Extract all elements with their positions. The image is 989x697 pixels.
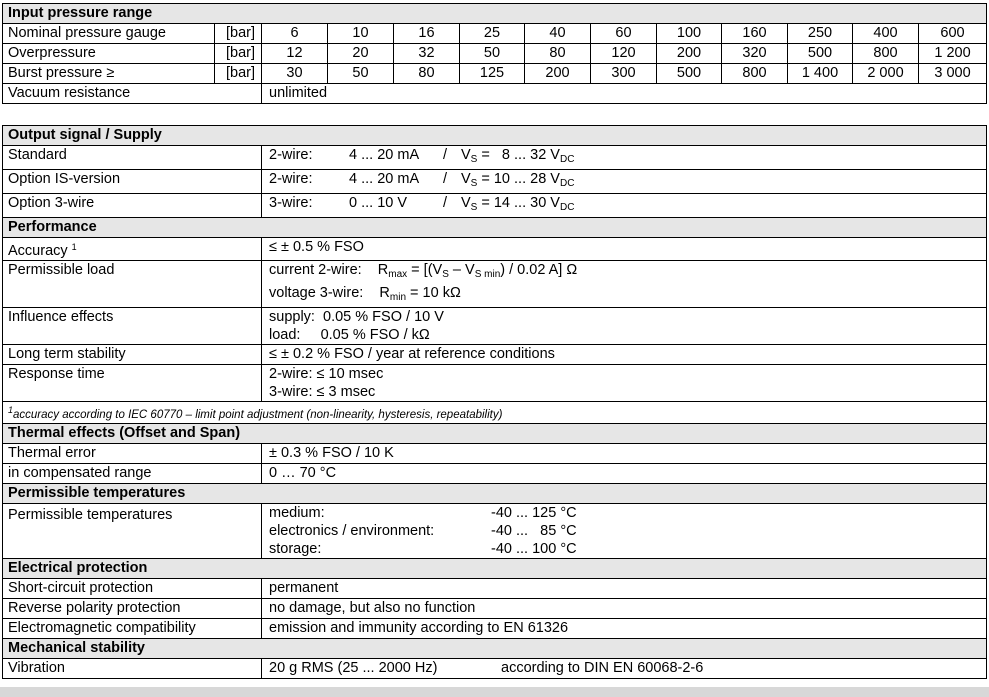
temp-name: medium: — [269, 505, 325, 521]
value-cell: 400 — [853, 24, 919, 44]
unit-label: [bar] — [215, 64, 262, 84]
footnote-text: accuracy according to IEC 60770 – limit point adjustment (non-linearity, hysteresis, repeatability) — [13, 409, 503, 421]
supply-range: = 8 ... 32 V — [481, 147, 560, 163]
temp-line — [269, 522, 981, 540]
row-value: ≤ ± 0.2 % FSO / year at reference conditions — [262, 345, 987, 365]
section-header — [3, 126, 987, 146]
row-value: 0 … 70 °C — [262, 464, 987, 484]
row-value — [262, 170, 987, 194]
value-cell: 40 — [525, 24, 591, 44]
section-title-mechanical: Mechanical stability — [3, 639, 987, 659]
row-value: ± 0.3 % FSO / 10 K — [262, 444, 987, 464]
supply-symbol: V — [461, 147, 471, 163]
value-cell: 160 — [722, 24, 788, 44]
value-cell: 1 200 — [919, 44, 987, 64]
supply-range: = 10 ... 28 V — [481, 171, 560, 187]
table-row — [3, 84, 987, 104]
table-row — [3, 261, 987, 308]
table-row — [3, 345, 987, 365]
value-cell: 60 — [591, 24, 657, 44]
temp-value: -40 ... 100 °C — [491, 541, 577, 557]
signal-range: 4 ... 20 mA — [349, 171, 420, 187]
subscript: DC — [559, 178, 575, 189]
row-label: Vibration — [3, 659, 262, 679]
value-cell: 30 — [262, 64, 328, 84]
value-cell: 12 — [262, 44, 328, 64]
subscript: DC — [559, 154, 575, 165]
temp-name: storage: — [269, 541, 322, 557]
value-cell: 125 — [460, 64, 525, 84]
table-row — [3, 170, 987, 194]
value-cell: 250 — [788, 24, 853, 44]
value-cell: 6 — [262, 24, 328, 44]
value-cell: 200 — [525, 64, 591, 84]
accuracy-label: Accuracy — [8, 243, 68, 259]
value-cell: 300 — [591, 64, 657, 84]
value-cell: 80 — [394, 64, 460, 84]
table-row — [3, 619, 987, 639]
temp-value: -40 ... 125 °C — [491, 505, 577, 521]
section-header — [3, 4, 987, 24]
value-cell: 3 000 — [919, 64, 987, 84]
input-pressure-table — [2, 3, 987, 104]
subscript: S — [470, 154, 478, 165]
footnote-mark: 1 — [8, 405, 14, 415]
separator: / — [443, 147, 448, 163]
row-value: permanent — [262, 579, 987, 599]
row-label: Burst pressure ≥ — [3, 64, 215, 84]
row-label: Standard — [3, 146, 262, 170]
row-value: no damage, but also no function — [262, 599, 987, 619]
signal-range: 0 ... 10 V — [349, 195, 408, 211]
row-label: Nominal pressure gauge — [3, 24, 215, 44]
subscript: S — [470, 178, 478, 189]
subscript: S — [442, 269, 449, 280]
row-value — [262, 308, 987, 345]
value-cell: 25 — [460, 24, 525, 44]
row-value: unlimited — [262, 84, 987, 104]
row-value — [262, 146, 987, 170]
supply-symbol: V — [461, 171, 471, 187]
temp-line — [269, 540, 981, 558]
text: ) / 0.02 A] Ω — [500, 262, 578, 278]
subscript: S — [470, 202, 478, 213]
value-cell: 50 — [328, 64, 394, 84]
value-cell: 500 — [788, 44, 853, 64]
value-cell: 600 — [919, 24, 987, 44]
row-value — [262, 659, 987, 679]
text: – V — [448, 262, 475, 278]
table-row — [3, 308, 987, 345]
table-row — [3, 146, 987, 170]
table-row — [3, 659, 987, 679]
row-label: Option 3-wire — [3, 194, 262, 218]
row-label: Long term stability — [3, 345, 262, 365]
wire-type: 2-wire: — [269, 147, 313, 163]
value-cell: 500 — [657, 64, 722, 84]
text: = 10 kΩ — [406, 285, 461, 301]
row-label: Thermal error — [3, 444, 262, 464]
row-value: ≤ ± 0.5 % FSO — [262, 238, 987, 261]
section-header — [3, 484, 987, 504]
specification-table — [2, 125, 987, 679]
table-row — [3, 504, 987, 559]
section-title-output-signal: Output signal / Supply — [3, 126, 987, 146]
value-cell: 16 — [394, 24, 460, 44]
table-row — [3, 579, 987, 599]
supply-symbol: V — [461, 195, 471, 211]
row-value — [262, 261, 987, 308]
value-cell: 32 — [394, 44, 460, 64]
table-row — [3, 238, 987, 261]
temp-value: -40 ... 85 °C — [491, 523, 577, 539]
footnote-mark: 1 — [71, 242, 77, 252]
section-title-input-pressure: Input pressure range — [3, 4, 987, 24]
temp-line — [269, 504, 981, 522]
response-3wire: 3-wire: ≤ 3 msec — [269, 384, 376, 400]
section-title-electrical: Electrical protection — [3, 559, 987, 579]
load-line-voltage — [269, 284, 981, 307]
table-row — [3, 64, 987, 84]
subscript: min — [389, 292, 407, 303]
row-label: Influence effects — [3, 308, 262, 345]
section-title-performance: Performance — [3, 218, 987, 238]
text: = [(V — [407, 262, 443, 278]
separator: / — [443, 171, 448, 187]
value-cell: 120 — [591, 44, 657, 64]
value-cell: 1 400 — [788, 64, 853, 84]
unit-label: [bar] — [215, 24, 262, 44]
text: current 2-wire: R — [269, 262, 389, 278]
value-cell: 50 — [460, 44, 525, 64]
unit-label: [bar] — [215, 44, 262, 64]
row-label: Permissible temperatures — [3, 504, 262, 559]
value-cell: 100 — [657, 24, 722, 44]
temp-name: electronics / environment: — [269, 523, 435, 539]
table-row — [3, 444, 987, 464]
row-label: Permissible load — [3, 261, 262, 308]
row-label: Electromagnetic compatibility — [3, 619, 262, 639]
subscript: S min — [474, 269, 501, 280]
row-value: emission and immunity according to EN 61326 — [262, 619, 987, 639]
row-label: Overpressure — [3, 44, 215, 64]
vibration-value: 20 g RMS (25 ... 2000 Hz) — [269, 660, 438, 676]
row-label: in compensated range — [3, 464, 262, 484]
row-label: Vacuum resistance — [3, 84, 262, 104]
section-header — [3, 424, 987, 444]
footnote — [3, 402, 987, 424]
value-cell: 800 — [853, 44, 919, 64]
text: voltage 3-wire: R — [269, 285, 390, 301]
subscript: DC — [559, 202, 575, 213]
section-title-thermal: Thermal effects (Offset and Span) — [3, 424, 987, 444]
page-bottom-edge — [0, 687, 989, 697]
value-cell: 200 — [657, 44, 722, 64]
table-row — [3, 365, 987, 402]
row-label — [3, 238, 262, 261]
table-row — [3, 464, 987, 484]
table-row — [3, 599, 987, 619]
load-line-current — [269, 261, 981, 284]
row-value — [262, 365, 987, 402]
section-header — [3, 218, 987, 238]
signal-range: 4 ... 20 mA — [349, 147, 420, 163]
wire-type: 3-wire: — [269, 195, 313, 211]
footnote-row — [3, 402, 987, 424]
table-row — [3, 44, 987, 64]
vibration-standard: according to DIN EN 60068-2-6 — [501, 660, 704, 676]
row-label: Response time — [3, 365, 262, 402]
influence-supply: supply: 0.05 % FSO / 10 V — [269, 309, 444, 325]
influence-load: load: 0.05 % FSO / kΩ — [269, 327, 430, 343]
value-cell: 2 000 — [853, 64, 919, 84]
value-cell: 320 — [722, 44, 788, 64]
table-row — [3, 194, 987, 218]
row-label: Short-circuit protection — [3, 579, 262, 599]
response-2wire: 2-wire: ≤ 10 msec — [269, 366, 384, 382]
subscript: max — [388, 269, 408, 280]
value-cell: 20 — [328, 44, 394, 64]
value-cell: 10 — [328, 24, 394, 44]
value-cell: 80 — [525, 44, 591, 64]
row-label: Reverse polarity protection — [3, 599, 262, 619]
section-title-temperatures: Permissible temperatures — [3, 484, 987, 504]
separator: / — [443, 195, 448, 211]
value-cell: 800 — [722, 64, 788, 84]
wire-type: 2-wire: — [269, 171, 313, 187]
section-header — [3, 559, 987, 579]
row-value — [262, 504, 987, 559]
table-row — [3, 24, 987, 44]
row-label: Option IS-version — [3, 170, 262, 194]
section-header — [3, 639, 987, 659]
row-value — [262, 194, 987, 218]
supply-range: = 14 ... 30 V — [481, 195, 560, 211]
